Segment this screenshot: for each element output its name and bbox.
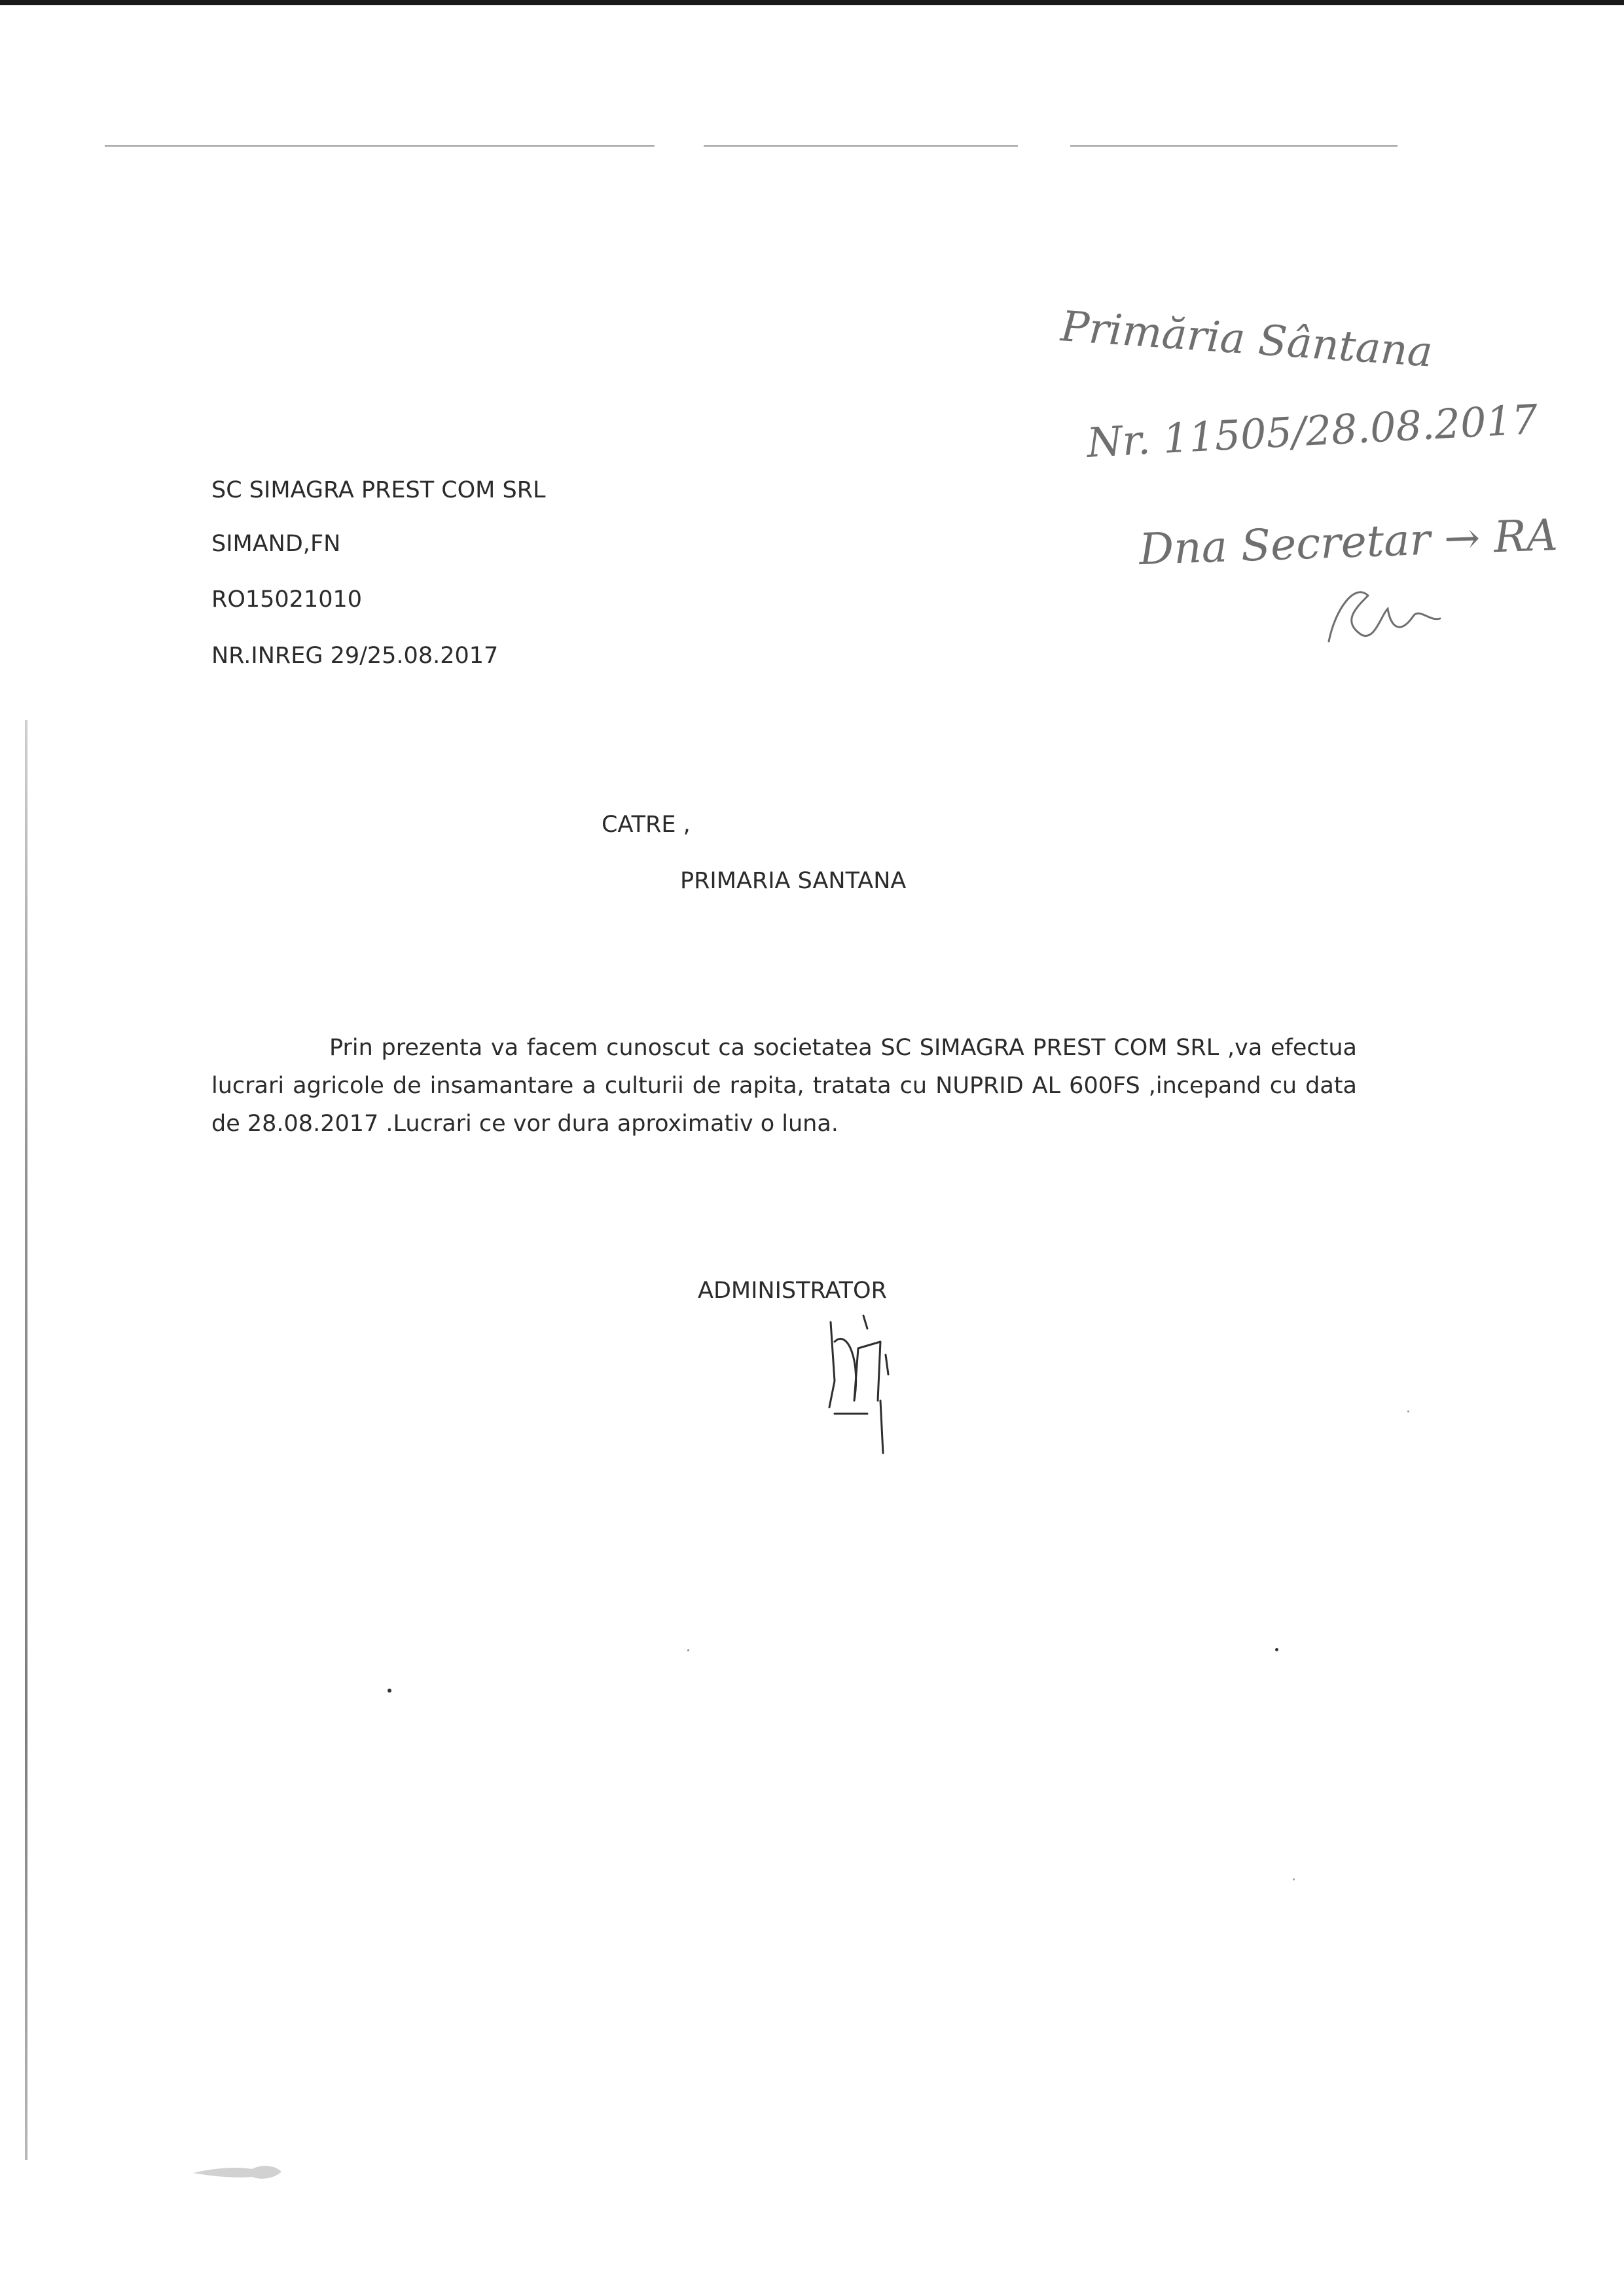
- faint-rule-2: [704, 145, 1018, 147]
- sender-company: SC SIMAGRA PREST COM SRL: [211, 477, 546, 503]
- scan-speck: [687, 1649, 689, 1651]
- scan-smudge: [190, 2159, 288, 2185]
- recipient-name: PRIMARIA SANTANA: [680, 868, 907, 894]
- recipient-label: CATRE ,: [602, 812, 691, 838]
- scan-speck: [1293, 1878, 1295, 1880]
- scan-top-edge: [0, 0, 1624, 5]
- sender-fiscal-code: RO15021010: [211, 586, 363, 613]
- handwritten-line-2: Nr. 11505/28.08.2017: [1085, 395, 1540, 467]
- letter-body: Prin prezenta va facem cunoscut ca societatea SC SIMAGRA PREST COM SRL ,va efectua lucrari agricole de insamantare a culturii de rapita, tratata cu NUPRID AL 600FS ,incepand cu data de 28.08.2017 .Lucrari ce vor dura aproximativ o luna.: [211, 1035, 1357, 1137]
- scan-speck: [388, 1689, 391, 1693]
- faint-rule-1: [105, 145, 655, 147]
- handwritten-line-1: Primăria Sântana: [1059, 302, 1434, 377]
- scan-speck: [1407, 1410, 1409, 1412]
- handwritten-line-3: Dna Secretar → RA: [1138, 509, 1559, 575]
- scan-speck: [1275, 1648, 1278, 1651]
- handwritten-initials: [1316, 569, 1447, 655]
- sender-address: SIMAND,FN: [211, 531, 341, 557]
- sender-registration: NR.INREG 29/25.08.2017: [211, 643, 499, 669]
- closing-role: ADMINISTRATOR: [698, 1278, 887, 1304]
- faint-rule-3: [1070, 145, 1398, 147]
- administrator-signature: [815, 1302, 907, 1460]
- scan-left-edge: [25, 720, 27, 2160]
